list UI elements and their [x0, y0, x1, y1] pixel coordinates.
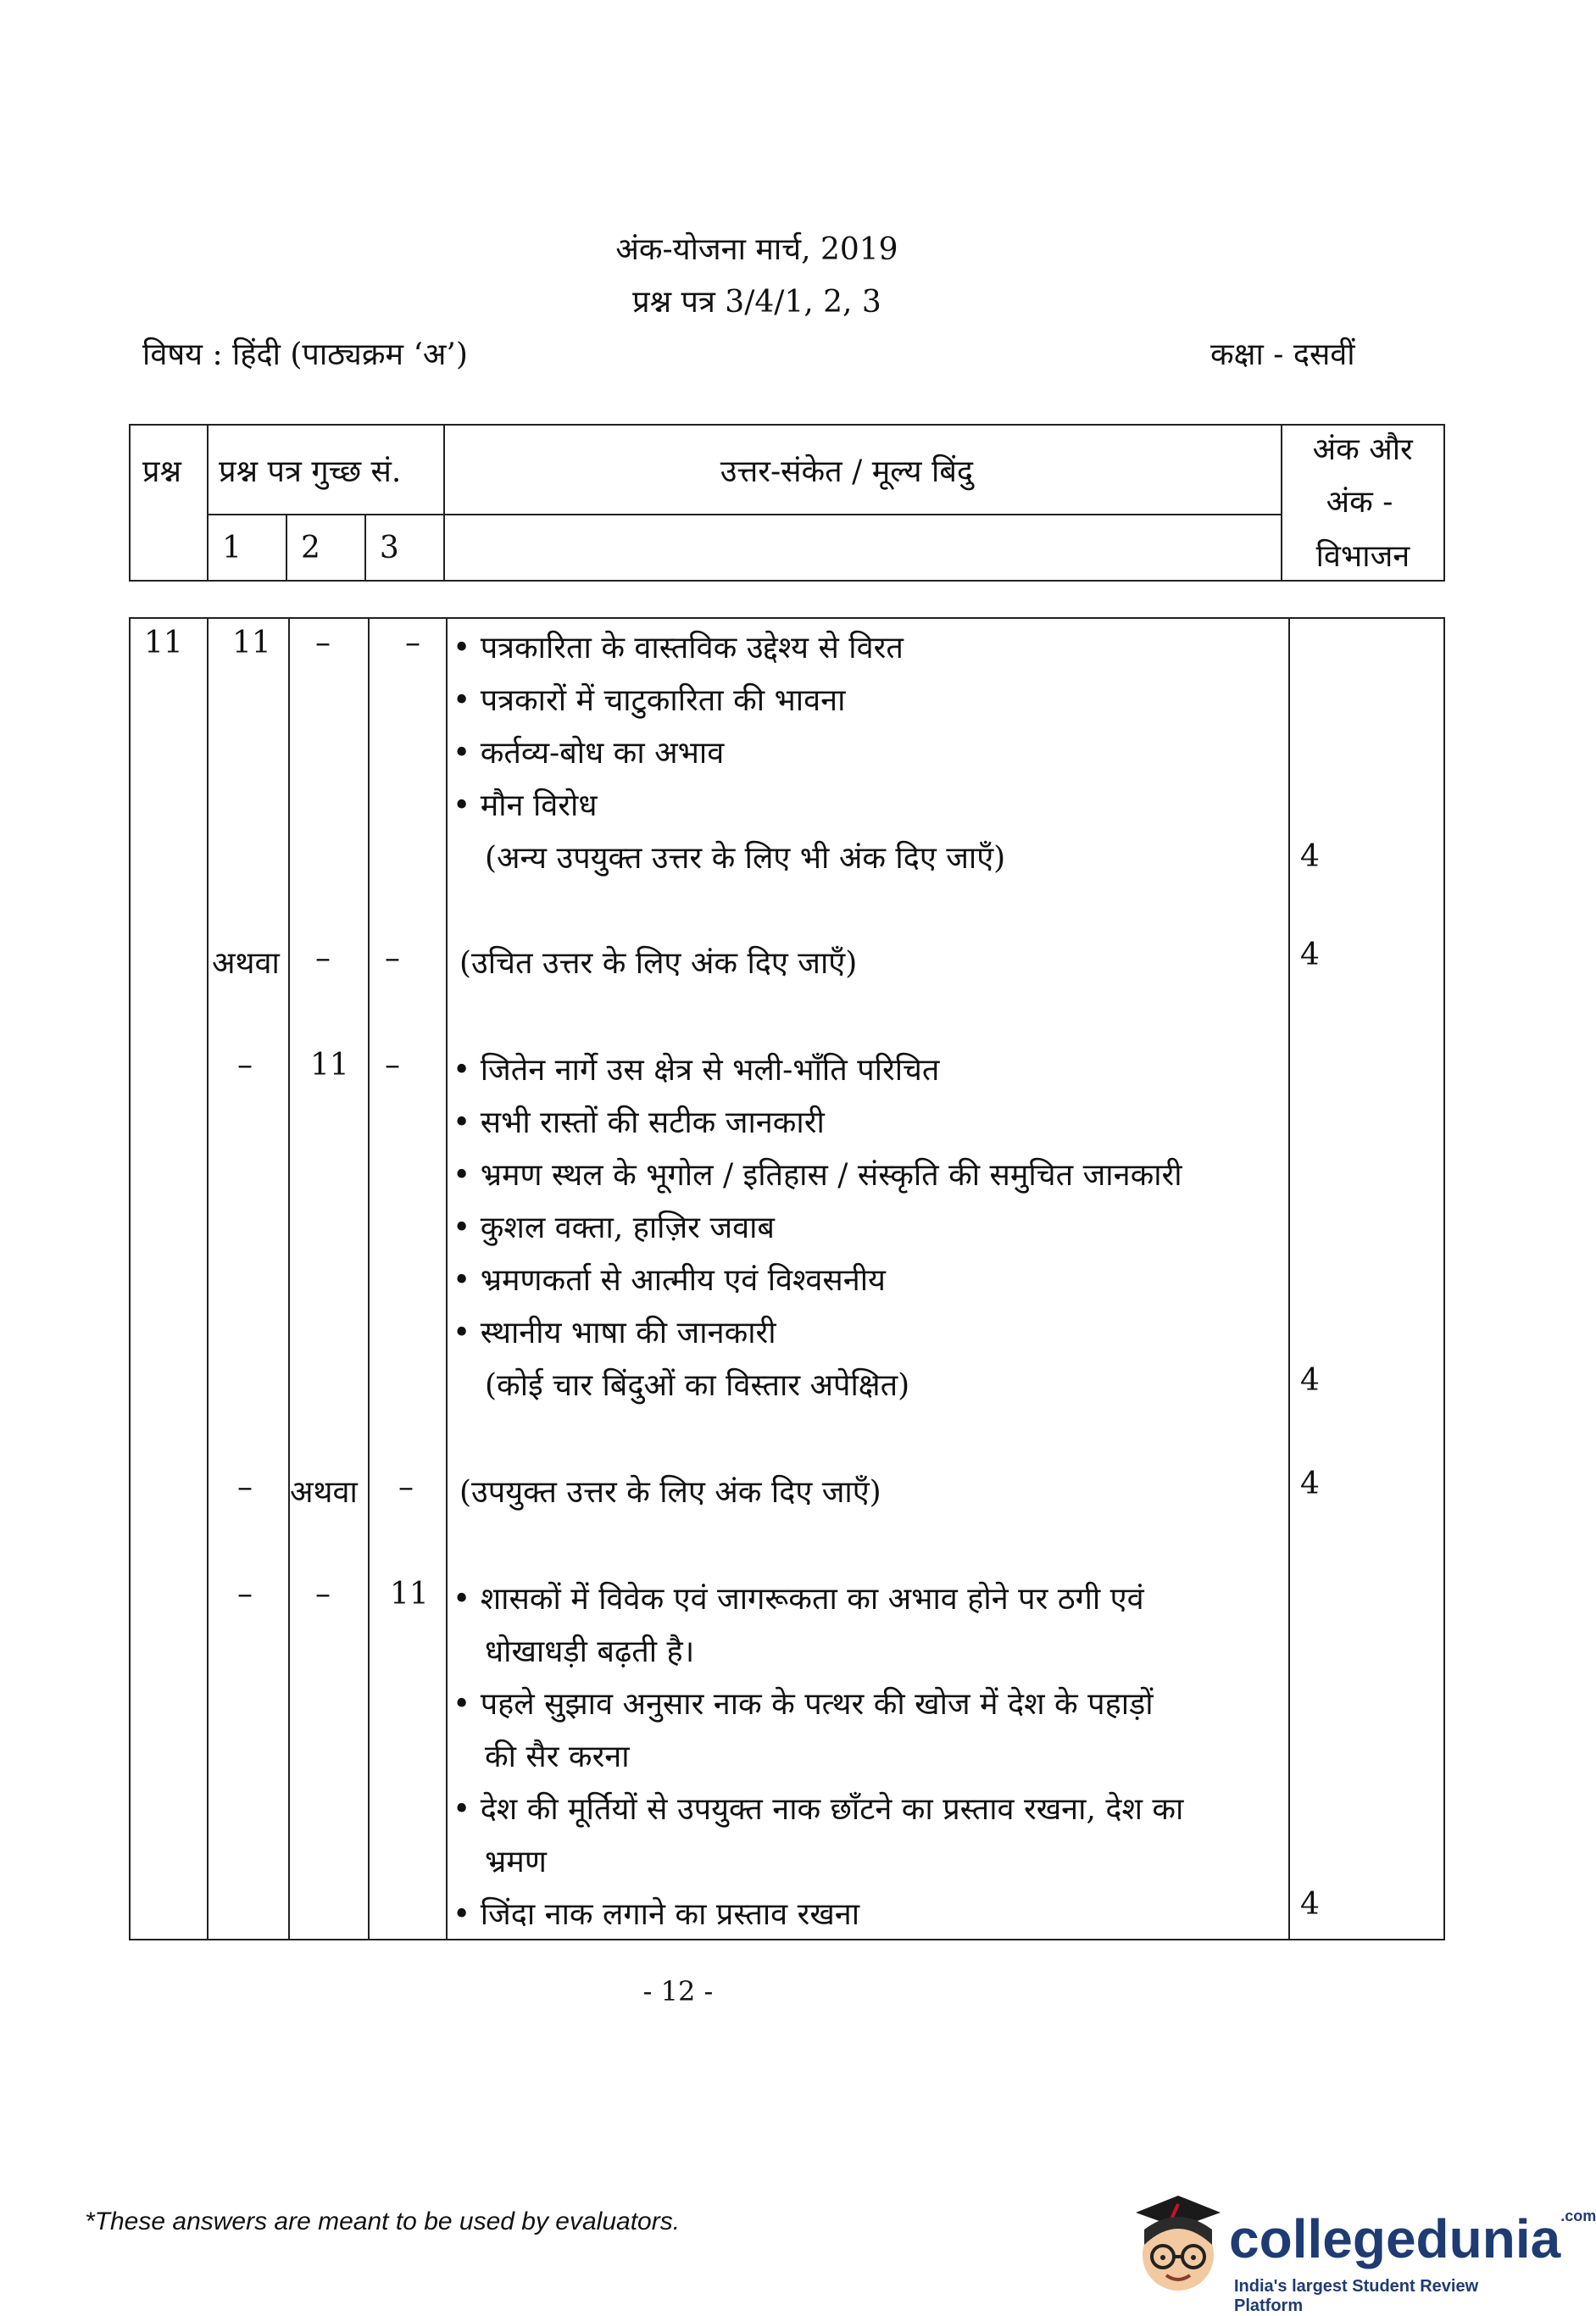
- answer-point: • देश की मूर्तियों से उपयुक्त नाक छाँटने का प्रस्ताव रखना, देश का: [453, 1792, 1184, 1827]
- answer-point-continued: धोखाधड़ी बढ़ती है।: [485, 1634, 695, 1669]
- answer-subheader: [444, 515, 1282, 581]
- marks-value: 4: [1300, 1887, 1320, 1922]
- set2-question: –: [315, 941, 331, 976]
- col-set-header: प्रश्न पत्र गुच्छ सं.: [208, 425, 444, 515]
- evaluator-note: *These answers are meant to be used by evaluators.: [85, 2207, 681, 2235]
- answer-point-continued: की सैर करना: [485, 1740, 630, 1774]
- answer-point: • पहले सुझाव अनुसार नाक के पत्थर की खोज में देश के पहाड़ों: [453, 1687, 1154, 1722]
- answer-point: • जितेन नार्गे उस क्षेत्र से भली-भाँति परिचित: [453, 1053, 940, 1088]
- set1-question: –: [237, 1577, 253, 1612]
- set2-or: अथवा: [290, 1475, 358, 1510]
- set3-question: –: [385, 941, 400, 976]
- answer-point: • मौन विरोध: [453, 788, 598, 823]
- set2-question: –: [315, 626, 331, 660]
- answer-note: (अन्य उपयुक्त उत्तर के लिए भी अंक दिए जाएँ): [485, 841, 1006, 876]
- col-question-header: प्रश्न: [130, 425, 208, 581]
- marks-value: 4: [1300, 1467, 1320, 1501]
- set2-question: –: [315, 1577, 331, 1612]
- set1-question: 11: [232, 626, 271, 660]
- answer-point: • जिंदा नाक लगाने का प्रस्ताव रखना: [453, 1897, 860, 1932]
- set-1-header: 1: [208, 515, 286, 581]
- set-2-header: 2: [286, 515, 365, 581]
- set1-question: –: [237, 1048, 253, 1083]
- answer-point: • कुशल वक्ता, हाज़िर जवाब: [453, 1211, 775, 1245]
- document-title: अंक-योजना मार्च, 2019: [615, 232, 898, 267]
- mascot-logo: [1119, 2179, 1237, 2306]
- header-table: [129, 424, 1445, 582]
- marks-value: 4: [1300, 938, 1320, 972]
- answer-point: • सभी रास्तों की सटीक जानकारी: [453, 1105, 825, 1140]
- set3-question: –: [405, 626, 420, 660]
- answer-point: • पत्रकारिता के वास्तविक उद्देश्य से विरत: [453, 631, 904, 665]
- col-marks-header: अंक और अंक - विभाजन: [1282, 425, 1444, 581]
- brand-logo-text: collegedunia$^{.com}$: [1229, 2207, 1596, 2269]
- page-number: - 12 -: [642, 1975, 714, 2007]
- class-label: कक्षा - दसवीं: [1210, 337, 1355, 372]
- answer-point: • भ्रमणकर्ता से आत्मीय एवं विश्वसनीय: [453, 1263, 886, 1298]
- marks-value: 4: [1300, 839, 1320, 874]
- set3-question: –: [385, 1048, 400, 1083]
- answer-note: (कोई चार बिंदुओं का विस्तार अपेक्षित): [485, 1368, 910, 1403]
- set3-question: –: [398, 1470, 414, 1505]
- set1-or: अथवा: [212, 946, 280, 981]
- set2-question: 11: [310, 1048, 349, 1083]
- answer-point: • स्थानीय भाषा की जानकारी: [453, 1316, 776, 1350]
- answer-note: (उपयुक्त उत्तर के लिए अंक दिए जाएँ): [459, 1475, 881, 1510]
- question-number: 11: [144, 626, 183, 660]
- col-answer-header: उत्तर-संकेत / मूल्य बिंदु: [444, 425, 1282, 515]
- question-paper-code: प्रश्न पत्र 3/4/1, 2, 3: [632, 285, 881, 320]
- set3-question: 11: [390, 1577, 429, 1612]
- answer-point: • भ्रमण स्थल के भूगोल / इतिहास / संस्कृति की समुचित जानकारी: [453, 1158, 1182, 1193]
- brand-tagline: India's largest Student Review Platform: [1234, 2277, 1479, 2315]
- marks-value: 4: [1300, 1363, 1320, 1398]
- answer-point: • पत्रकारों में चाटुकारिता की भावना: [453, 683, 846, 718]
- subject-label: विषय : हिंदी (पाठ्यक्रम ‘अ’): [142, 337, 468, 372]
- answer-point: • शासकों में विवेक एवं जागरूकता का अभाव होने पर ठगी एवं: [453, 1582, 1144, 1617]
- answer-point: • कर्तव्य-बोध का अभाव: [453, 736, 725, 771]
- set-3-header: 3: [365, 515, 444, 581]
- answer-point-continued: भ्रमण: [485, 1845, 547, 1879]
- answer-note: (उचित उत्तर के लिए अंक दिए जाएँ): [459, 946, 858, 981]
- set1-question: –: [237, 1470, 253, 1505]
